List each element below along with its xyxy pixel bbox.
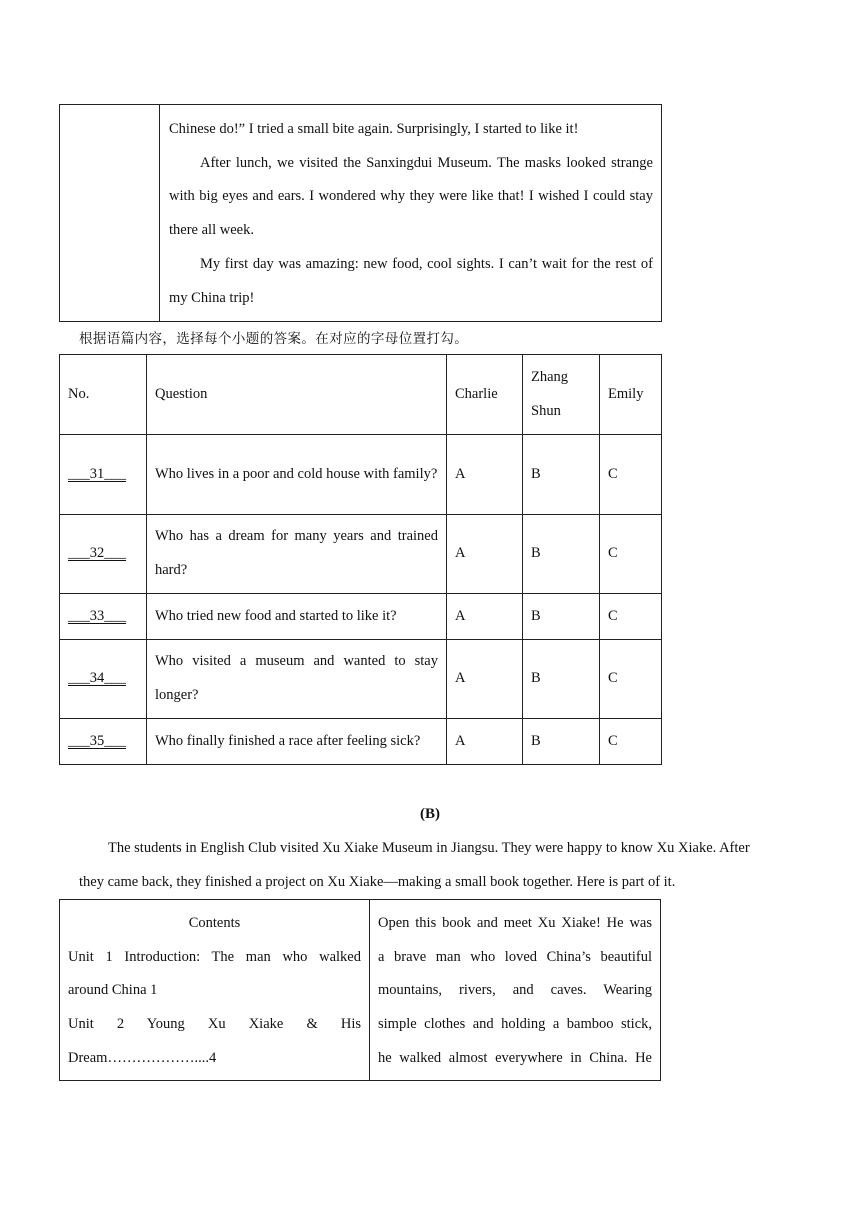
question-number: ___31___ — [68, 465, 126, 482]
table-header-row — [60, 355, 662, 435]
question-number: ___34___ — [68, 670, 126, 687]
passage-paragraph-2: After lunch, we visited the Sanxingdui Museum. The masks looked strange with big eyes and ears. I wondered why they were like that! I wished I could stay there all week. — [169, 154, 653, 239]
option-a[interactable]: A — [447, 640, 523, 719]
contents-unit-2-line-1: Unit 2 Young Xu Xiake & His — [68, 1016, 361, 1033]
option-c[interactable]: C — [600, 640, 662, 719]
book-excerpt-table — [59, 899, 661, 1081]
option-b[interactable]: B — [523, 719, 600, 765]
intro-text-line: he walked almost everywhere in China. He — [378, 1049, 652, 1066]
table-row — [60, 515, 662, 594]
option-b[interactable]: B — [523, 594, 600, 640]
option-a[interactable]: A — [447, 594, 523, 640]
contents-cell — [60, 900, 370, 1081]
header-zhang-shun: Zhang Shun — [523, 355, 600, 435]
passage-box — [59, 104, 662, 322]
question-text: Who has a dream for many years and trained hard? — [147, 515, 447, 594]
question-text: Who visited a museum and wanted to stay longer? — [147, 640, 447, 719]
table-row — [60, 594, 662, 640]
passage-text-cell — [160, 105, 662, 322]
option-b[interactable]: B — [523, 515, 600, 594]
option-b[interactable]: B — [523, 435, 600, 515]
question-number: ___33___ — [68, 607, 126, 624]
section-intro-line-2: they came back, they finished a project on Xu Xiake—making a small book together. Here is part of it. — [79, 874, 676, 890]
intro-text-cell — [370, 900, 661, 1081]
intro-text-line: Open this book and meet Xu Xiake! He was — [378, 915, 652, 931]
question-number: ___35___ — [68, 732, 126, 749]
table-row — [60, 719, 662, 765]
question-number: ___32___ — [68, 545, 126, 562]
instruction-text: 根据语篇内容，选择每个小题的答案。在对应的字母位置打勾。 — [79, 331, 469, 347]
header-charlie: Charlie — [447, 355, 523, 435]
option-b[interactable]: B — [523, 640, 600, 719]
question-text: Who lives in a poor and cold house with family? — [147, 435, 447, 515]
header-emily: Emily — [600, 355, 662, 435]
header-no: No. — [60, 355, 147, 435]
contents-unit-1-line-2: around China 1 — [68, 982, 158, 999]
passage-label-cell — [60, 105, 160, 322]
question-text: Who finally finished a race after feeling sick? — [147, 719, 447, 765]
option-c[interactable]: C — [600, 719, 662, 765]
table-row — [60, 435, 662, 515]
passage-paragraph-1: Chinese do!” I tried a small bite again. Surprisingly, I started to like it! — [169, 121, 579, 137]
option-c[interactable]: C — [600, 515, 662, 594]
option-c[interactable]: C — [600, 594, 662, 640]
table-row — [60, 640, 662, 719]
passage-paragraph-3: My first day was amazing: new food, cool sights. I can’t wait for the rest of my China trip! — [169, 255, 653, 306]
section-intro-line-1: The students in English Club visited Xu Xiake Museum in Jiangsu. They were happy to know Xu Xiake. After — [108, 840, 750, 856]
option-a[interactable]: A — [447, 719, 523, 765]
intro-text-line: mountains, rivers, and caves. Wearing — [378, 982, 652, 999]
option-a[interactable]: A — [447, 515, 523, 594]
option-c[interactable]: C — [600, 435, 662, 515]
contents-unit-1-line-1: Unit 1 Introduction: The man who walked — [68, 948, 361, 965]
intro-text-line: a brave man who loved China’s beautiful — [378, 948, 652, 965]
question-text: Who tried new food and started to like it? — [147, 594, 447, 640]
question-table — [59, 354, 662, 765]
intro-text-line: simple clothes and holding a bamboo stick, — [378, 1016, 652, 1033]
option-a[interactable]: A — [447, 435, 523, 515]
section-title: (B) — [420, 806, 440, 822]
contents-unit-2-line-2: Dream………………....4 — [68, 1049, 217, 1066]
header-question: Question — [147, 355, 447, 435]
contents-title: Contents — [188, 915, 241, 931]
